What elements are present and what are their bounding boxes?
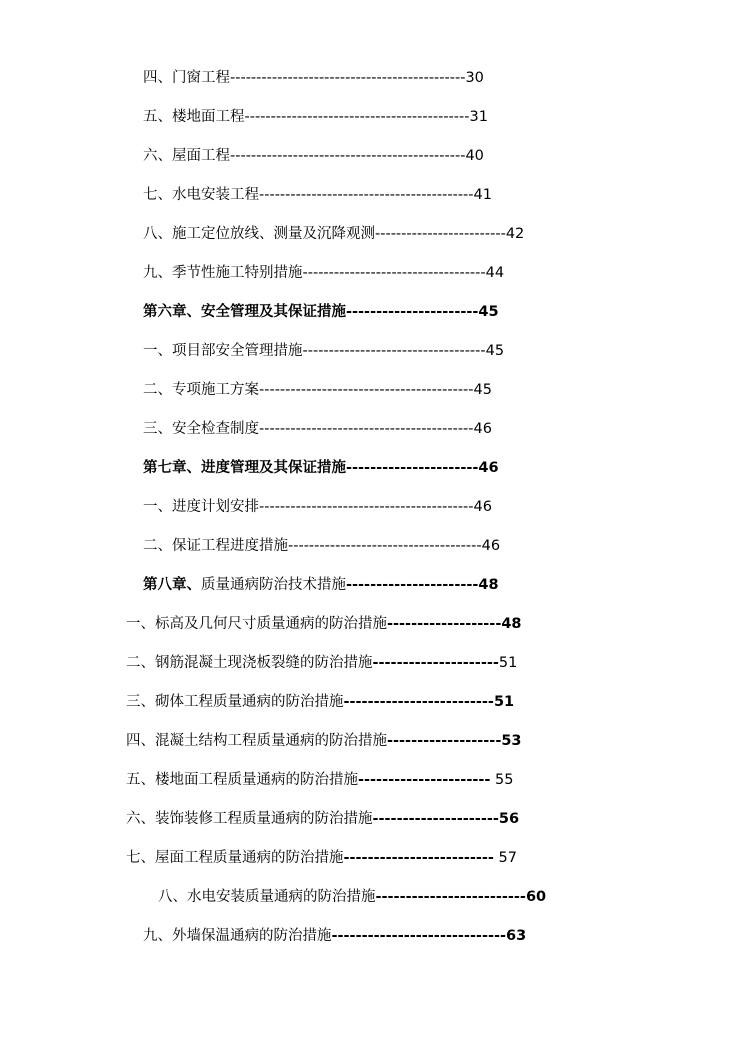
toc-entry-label: 一、标高及几何尺寸质量通病的防治措施	[126, 616, 387, 632]
toc-leader-dots: -------------------	[387, 733, 502, 749]
toc-entry-label: 九、季节性施工特别措施	[143, 265, 303, 281]
toc-entry	[126, 809, 519, 829]
toc-leader-dots: -------------------------	[343, 694, 494, 710]
toc-leader-dots: ---------------------------------------------	[230, 70, 466, 86]
toc-entry	[143, 341, 504, 361]
toc-page-number: 46	[478, 460, 499, 476]
toc-chapter-entry	[143, 302, 499, 322]
toc-leader-dots: ----------------------	[358, 772, 491, 788]
toc-entry	[143, 380, 492, 400]
toc-leader-dots: ---------------------------------------------	[230, 148, 466, 164]
toc-leader-dots: ---------------------	[372, 655, 499, 671]
toc-page-number: 48	[478, 577, 499, 593]
toc-chapter-label: 第六章、安全管理及其保证措施	[143, 304, 346, 320]
toc-leader-dots: -------------------	[387, 616, 502, 632]
toc-entry	[126, 848, 517, 868]
toc-page-number: 60	[525, 889, 547, 905]
toc-entry-label: 九、外墙保温通病的防治措施	[143, 928, 332, 944]
toc-leader-dots: -------------------------	[375, 226, 506, 242]
toc-entry	[143, 926, 526, 946]
toc-page-number: 44	[485, 265, 505, 281]
toc-entry	[143, 536, 500, 556]
toc-entry	[126, 692, 514, 712]
toc-chapter-label: 第七章、进度管理及其保证措施	[143, 460, 346, 476]
toc-entry	[143, 68, 484, 88]
toc-page-number: 53	[501, 733, 522, 749]
toc-entry-label: 二、专项施工方案	[143, 382, 259, 398]
toc-leader-dots: -------------------------------------	[288, 538, 482, 554]
toc-entry-label: 八、水电安装质量通病的防治措施	[158, 889, 376, 905]
toc-entry	[143, 419, 492, 439]
toc-leader-dots: -----------------------------------------	[259, 421, 474, 437]
toc-entry-label: 五、楼地面工程	[143, 109, 245, 125]
toc-page-number: 57	[493, 850, 518, 866]
toc-chapter-entry	[143, 575, 499, 595]
toc-page-number: 42	[505, 226, 525, 242]
toc-page-number: 56	[498, 811, 520, 827]
toc-leader-dots: -----------------------------------------	[259, 382, 474, 398]
toc-entry-label: 一、项目部安全管理措施	[143, 343, 303, 359]
toc-leader-dots: ---------------------	[372, 811, 499, 827]
toc-page-number: 51	[498, 655, 518, 671]
toc-page-number: 45	[473, 382, 492, 398]
toc-chapter-entry	[143, 458, 499, 478]
toc-entry-label: 六、装饰装修工程质量通病的防治措施	[126, 811, 373, 827]
toc-chapter-label: 质量通病防治技术措施	[201, 577, 346, 593]
toc-leader-dots: -----------------------------	[331, 928, 507, 944]
toc-page-number: 46	[473, 421, 492, 437]
toc-page-number: 41	[473, 187, 492, 203]
toc-entry	[143, 185, 492, 205]
toc-page-number: 46	[473, 499, 492, 515]
toc-page-number: 30	[465, 70, 484, 86]
toc-leader-dots: -------------------------------------------	[244, 109, 470, 125]
toc-leader-dots: -----------------------------------------	[259, 187, 474, 203]
toc-chapter-prefix: 第八章、	[143, 577, 201, 593]
toc-entry	[158, 887, 546, 907]
toc-entry	[126, 653, 517, 673]
toc-leader-dots: ----------------------	[346, 304, 479, 320]
toc-entry-label: 二、钢筋混凝土现浇板裂缝的防治措施	[126, 655, 373, 671]
toc-page-number: 40	[465, 148, 484, 164]
toc-page-number: 48	[501, 616, 522, 632]
toc-entry-label: 五、楼地面工程质量通病的防治措施	[126, 772, 358, 788]
toc-page-number: 51	[493, 694, 515, 710]
toc-entry	[143, 146, 484, 166]
toc-page-number: 45	[478, 304, 499, 320]
toc-leader-dots: -----------------------------------	[302, 265, 486, 281]
toc-page-number: 31	[469, 109, 488, 125]
toc-leader-dots: -----------------------------------------	[259, 499, 474, 515]
toc-entry	[143, 224, 524, 244]
toc-entry-label: 一、进度计划安排	[143, 499, 259, 515]
toc-entry-label: 三、砌体工程质量通病的防治措施	[126, 694, 344, 710]
toc-entry-label: 七、水电安装工程	[143, 187, 259, 203]
toc-leader-dots: ----------------------	[346, 577, 479, 593]
toc-leader-dots: ----------------------	[346, 460, 479, 476]
toc-entry-label: 二、保证工程进度措施	[143, 538, 288, 554]
toc-entry	[143, 263, 504, 283]
toc-entry	[143, 107, 488, 127]
toc-entry-label: 三、安全检查制度	[143, 421, 259, 437]
toc-entry-label: 四、门窗工程	[143, 70, 230, 86]
toc-entry	[126, 770, 513, 790]
toc-leader-dots: -------------------------	[343, 850, 494, 866]
toc-entry	[126, 614, 522, 634]
toc-entry	[126, 731, 522, 751]
toc-entry-label: 七、屋面工程质量通病的防治措施	[126, 850, 344, 866]
toc-page-number: 55	[490, 772, 514, 788]
toc-leader-dots: -------------------------	[375, 889, 526, 905]
toc-page-number: 45	[485, 343, 505, 359]
toc-page-number: 46	[481, 538, 501, 554]
toc-entry-label: 六、屋面工程	[143, 148, 230, 164]
toc-page-number: 63	[506, 928, 527, 944]
toc-entry	[143, 497, 492, 517]
toc-entry-label: 八、施工定位放线、测量及沉降观测	[143, 226, 375, 242]
toc-entry-label: 四、混凝土结构工程质量通病的防治措施	[126, 733, 387, 749]
toc-leader-dots: -----------------------------------	[302, 343, 486, 359]
